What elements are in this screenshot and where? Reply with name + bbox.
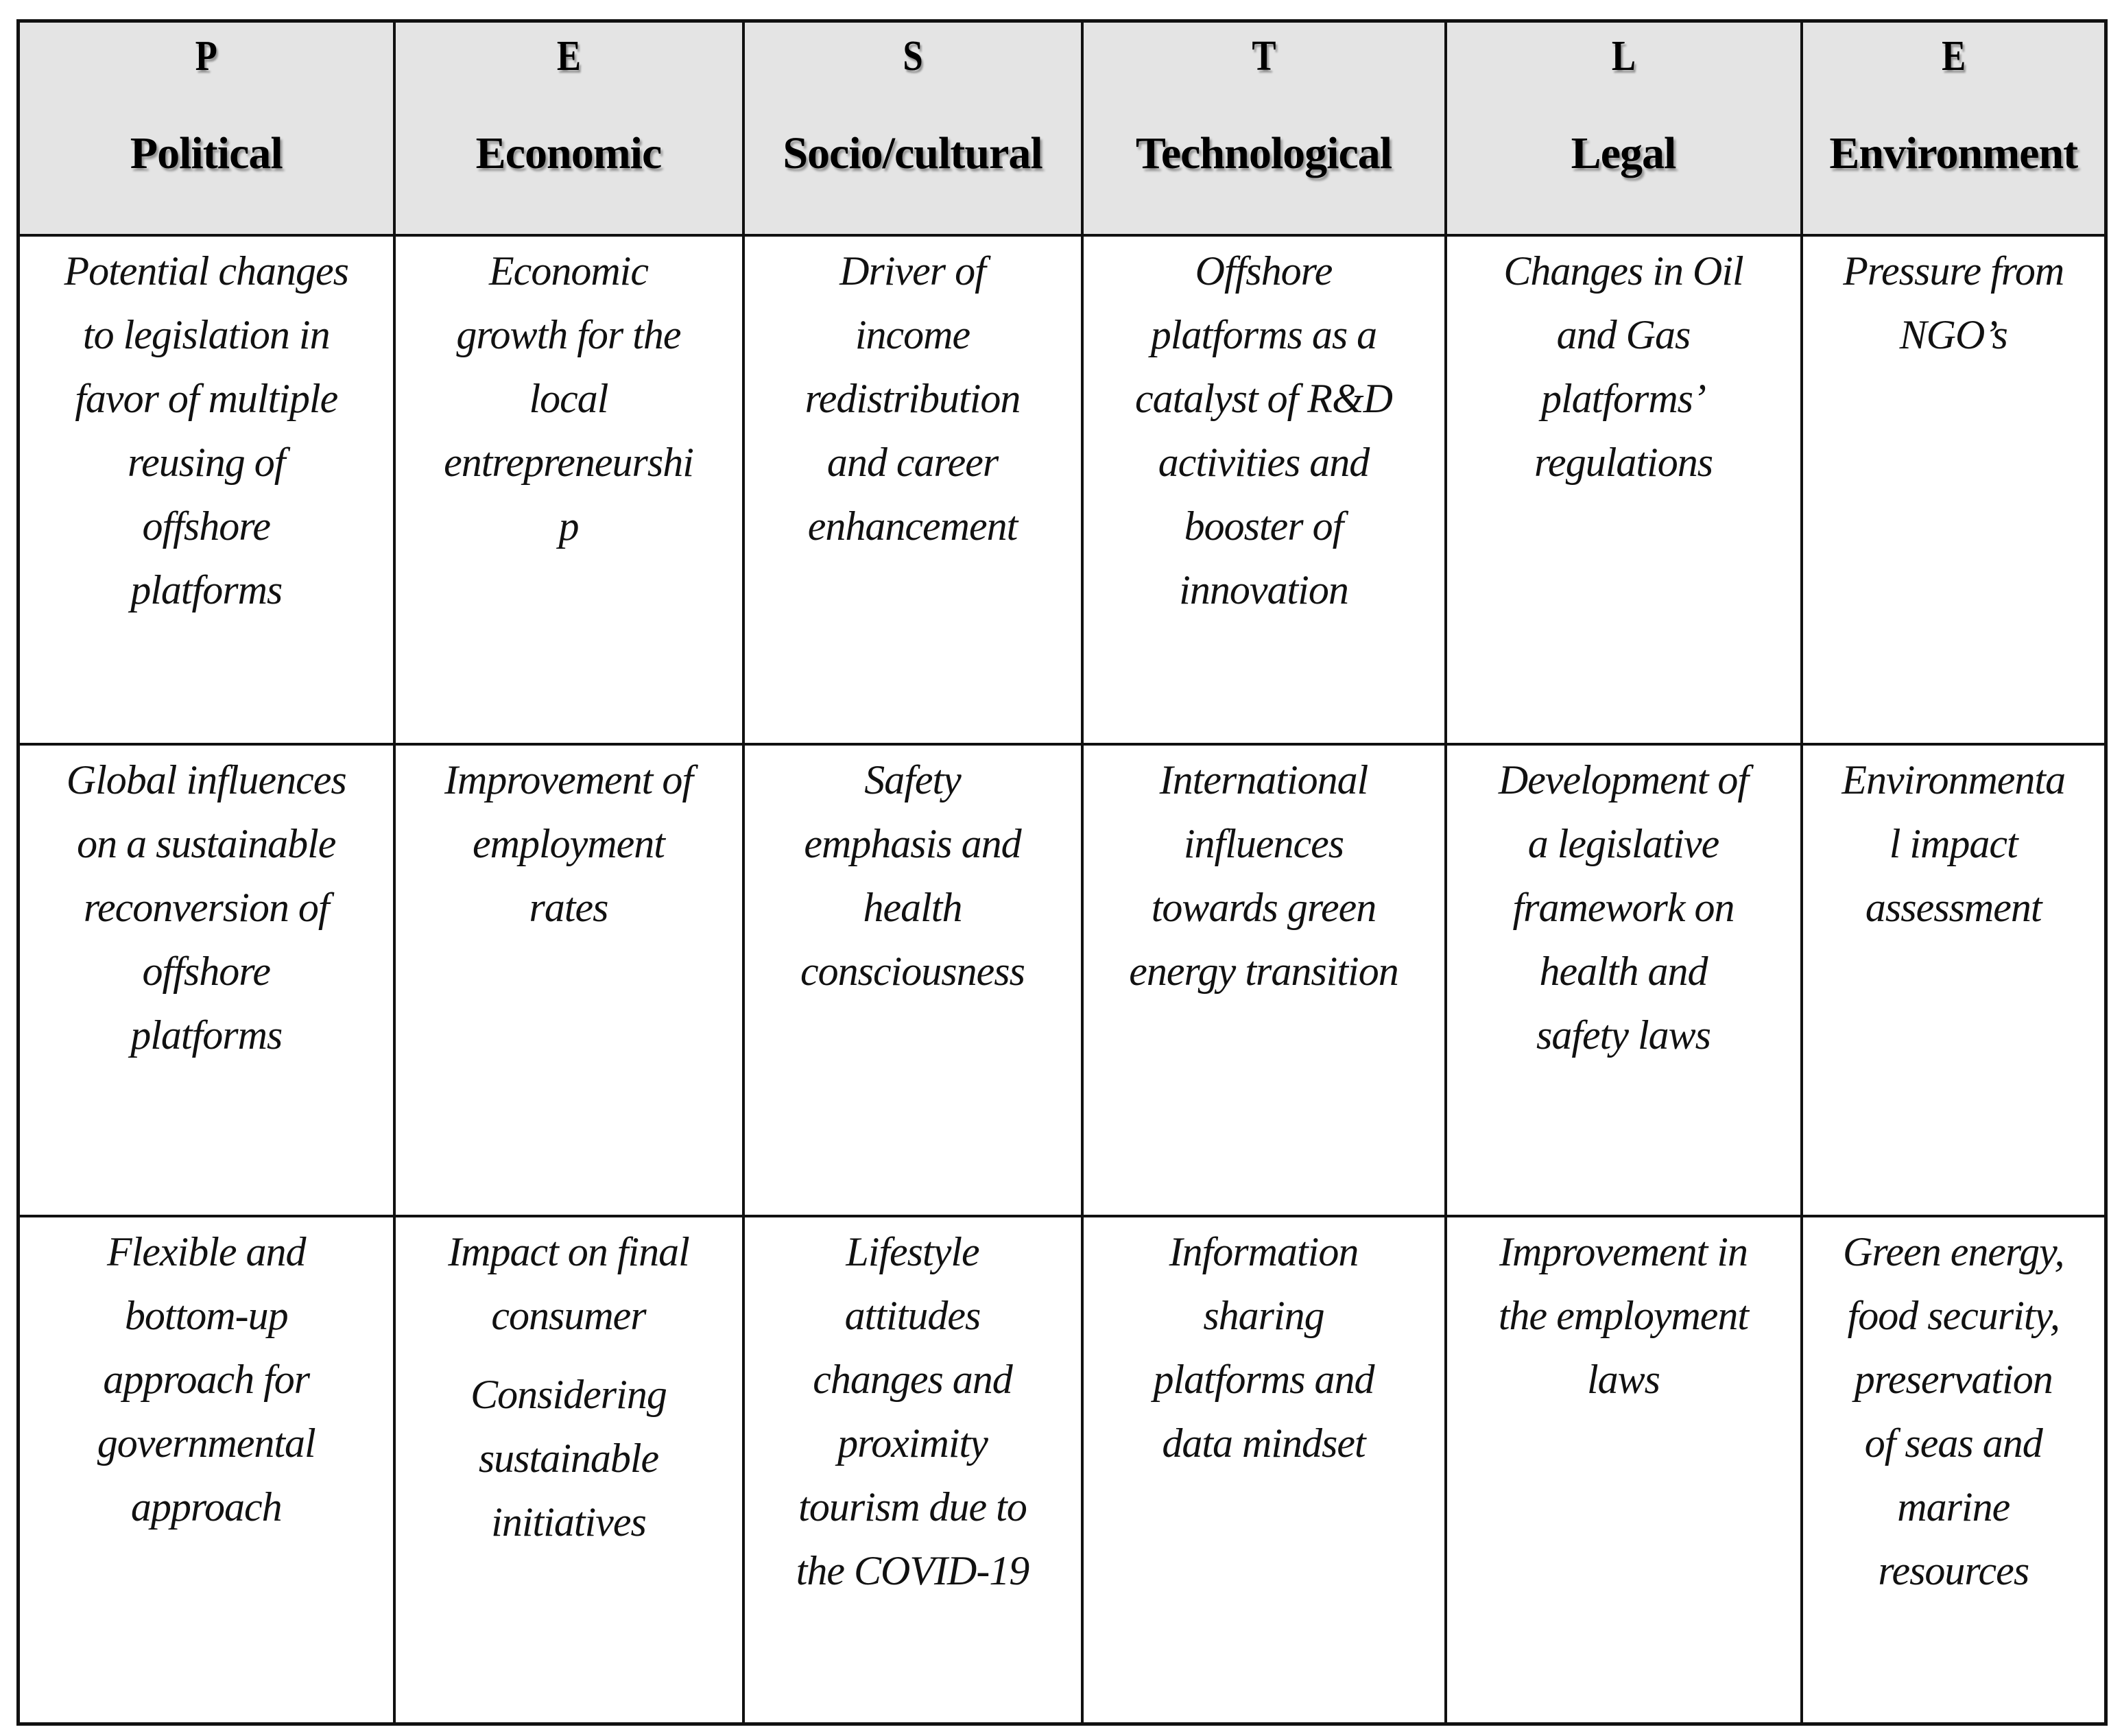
cell-text-line: marine (1897, 1484, 2010, 1530)
column-header-socio-cultural (743, 21, 1082, 236)
cell-text-line: towards green (1151, 885, 1376, 930)
table-body (19, 235, 2106, 1724)
cell-text-line: activities and (1158, 440, 1370, 485)
cell-text-line: Improvement of (444, 757, 693, 802)
cell-text-line: platforms (130, 1012, 283, 1058)
cell-text-line: of seas and (1864, 1420, 2042, 1466)
cell-text-line: reusing of (128, 440, 285, 485)
cell-text-line: regulations (1534, 440, 1713, 485)
table-cell-political (19, 1216, 394, 1724)
cell-text-line: Changes in Oil (1503, 248, 1743, 294)
cell-text-line: Safety (864, 757, 961, 802)
header-letter: P (195, 33, 217, 80)
table-cell-socio-cultural (743, 235, 1082, 744)
table-cell-political (19, 744, 394, 1216)
table-row (19, 744, 2106, 1216)
table-cell-socio-cultural (743, 1216, 1082, 1724)
header-letter: L (1611, 33, 1636, 80)
cell-text-line: redistribution (804, 376, 1021, 421)
pestle-analysis-table (16, 19, 2108, 1726)
cell-text-line: International (1159, 757, 1368, 802)
cell-text-line: innovation (1179, 567, 1348, 613)
cell-text-line: approach for (103, 1357, 310, 1402)
cell-text-line: entrepreneurshi (444, 440, 693, 485)
cell-text-line: Information (1169, 1229, 1359, 1274)
column-header-technological (1082, 21, 1446, 236)
cell-text-line: local (529, 376, 608, 421)
cell-text-line: Impact on final (448, 1229, 689, 1274)
column-header-environment (1802, 21, 2106, 236)
cell-text-line: energy transition (1129, 949, 1398, 994)
cell-text-line: data mindset (1162, 1420, 1366, 1466)
table-cell-technological (1082, 235, 1446, 744)
cell-text-line: assessment (1865, 885, 2042, 930)
table-cell-legal (1446, 744, 1802, 1216)
cell-text-line: food security, (1847, 1293, 2060, 1338)
cell-text-line: platforms as a (1150, 312, 1377, 357)
header-row (19, 21, 2106, 236)
cell-text-line: Improvement in (1499, 1229, 1748, 1274)
cell-text-line: offshore (142, 503, 270, 549)
table-cell-technological (1082, 744, 1446, 1216)
cell-text-line: emphasis and (804, 821, 1021, 866)
cell-text-line: safety laws (1536, 1012, 1710, 1058)
cell-text-line: Economic (489, 248, 648, 294)
cell-text-line: governmental (97, 1420, 315, 1466)
table-cell-political (19, 235, 394, 744)
cell-text-line: initiatives (491, 1499, 646, 1545)
header-letter: T (1251, 33, 1276, 80)
cell-text-line: Global influences (66, 757, 346, 802)
header-name: Legal (1571, 128, 1676, 178)
header-name: Environment (1829, 128, 2078, 178)
table-cell-socio-cultural (743, 744, 1082, 1216)
table-cell-legal (1446, 235, 1802, 744)
cell-text-line: employment (473, 821, 665, 866)
cell-text-line: on a sustainable (77, 821, 336, 866)
table-cell-environment (1802, 235, 2106, 744)
cell-text-line: offshore (142, 949, 270, 994)
header-letter: E (556, 33, 581, 80)
cell-text-line: NGO’s (1899, 312, 2007, 357)
cell-text-line: enhancement (807, 503, 1018, 549)
paragraph-gap (403, 1348, 735, 1363)
cell-text-line: booster of (1184, 503, 1344, 549)
cell-text-line: Development of (1498, 757, 1749, 802)
cell-text-line: bottom-up (124, 1293, 288, 1338)
table-cell-economic (394, 235, 743, 744)
cell-text-line: a legislative (1527, 821, 1719, 866)
header-name: Political (130, 128, 283, 178)
cell-text-line: consciousness (800, 949, 1025, 994)
cell-text-line: Lifestyle (846, 1229, 979, 1274)
table-cell-economic (394, 1216, 743, 1724)
header-name: Economic (475, 128, 662, 178)
cell-text-line: resources (1878, 1548, 2029, 1593)
column-header-legal (1446, 21, 1802, 236)
cell-text-line: consumer (491, 1293, 646, 1338)
table-cell-technological (1082, 1216, 1446, 1724)
cell-text-line: catalyst of R&D (1135, 376, 1392, 421)
cell-text-line: p (558, 503, 579, 549)
cell-text-line: favor of multiple (75, 376, 338, 421)
cell-text-line: attitudes (844, 1293, 981, 1338)
header-name: Technological (1135, 128, 1392, 178)
cell-text-line: laws (1586, 1357, 1660, 1402)
table-row (19, 235, 2106, 744)
cell-text-line: the employment (1498, 1293, 1749, 1338)
cell-text-line: reconversion of (83, 885, 329, 930)
cell-text-line: approach (130, 1484, 282, 1530)
table-row (19, 1216, 2106, 1724)
cell-text-line: l impact (1889, 821, 2018, 866)
cell-text-line: Green energy, (1843, 1229, 2064, 1274)
cell-text-line: and career (826, 440, 999, 485)
table-cell-environment (1802, 1216, 2106, 1724)
cell-text-line: growth for the (456, 312, 681, 357)
cell-text-line: health and (1539, 949, 1708, 994)
cell-text-line: Environmenta (1841, 757, 2066, 802)
cell-text-line: and Gas (1556, 312, 1691, 357)
header-letter: E (1941, 33, 1966, 80)
cell-text-line: framework on (1512, 885, 1734, 930)
header-name: Socio/cultural (783, 128, 1042, 178)
cell-text-line: health (863, 885, 962, 930)
cell-text-line: preservation (1854, 1357, 2053, 1402)
cell-text-line: sustainable (478, 1436, 659, 1481)
cell-text-line: proximity (837, 1420, 988, 1466)
cell-text-line: platforms’ (1540, 376, 1706, 421)
cell-text-line: platforms (130, 567, 283, 613)
header-letter: S (902, 33, 923, 80)
cell-text-line: changes and (813, 1357, 1012, 1402)
cell-text-line: Flexible and (106, 1229, 306, 1274)
cell-text-line: Offshore (1195, 248, 1333, 294)
cell-text-line: the COVID-19 (796, 1548, 1029, 1593)
column-header-economic (394, 21, 743, 236)
cell-text-line: income (855, 312, 970, 357)
cell-text-line: tourism due to (798, 1484, 1027, 1530)
cell-text-line: Driver of (839, 248, 986, 294)
cell-text-line: Potential changes (64, 248, 349, 294)
cell-text-line: Pressure from (1843, 248, 2064, 294)
cell-text-line: Considering (470, 1372, 667, 1417)
cell-text-line: sharing (1203, 1293, 1324, 1338)
cell-text-line: to legislation in (82, 312, 330, 357)
cell-text-line: influences (1183, 821, 1344, 866)
table-cell-legal (1446, 1216, 1802, 1724)
table-cell-economic (394, 744, 743, 1216)
column-header-political (19, 21, 394, 236)
cell-text-line: platforms and (1153, 1357, 1374, 1402)
cell-text-line: rates (529, 885, 608, 930)
table-cell-environment (1802, 744, 2106, 1216)
